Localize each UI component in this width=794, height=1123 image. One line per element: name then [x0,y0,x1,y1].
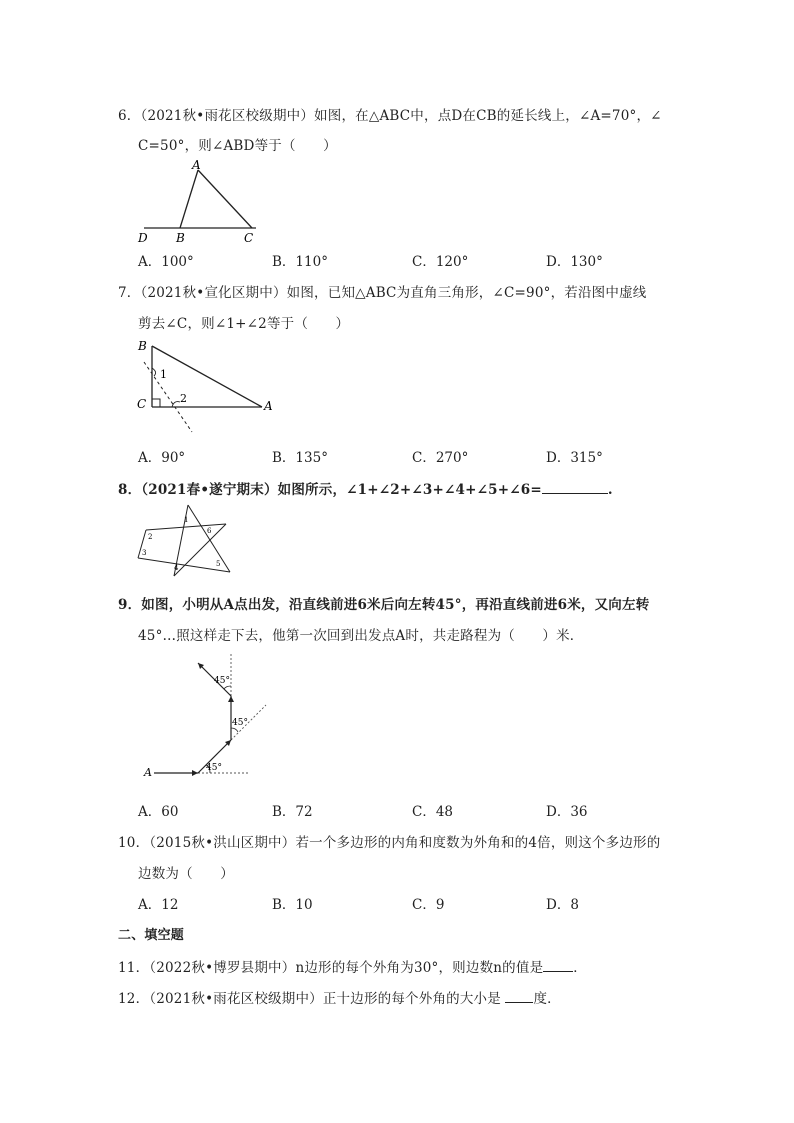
q12-stem-text: 12．（2021秋•雨花区校级期中）正十边形的每个外角的大小是 [118,991,506,1007]
q8-stem-end: . [607,482,613,498]
q8-label-4: 4 [174,564,179,572]
q7-label-A: A [264,399,273,413]
q6-stem-line1: 6．（2021秋•雨花区校级期中）如图，在△ABC中，点D在CB的延长线上，∠A=70°，∠ [118,108,662,124]
q9-label-angle2: 45° [232,718,248,728]
q6-option-b: B．110° [272,254,328,270]
q6-label-D: D [138,231,148,245]
q7-option-b: B．135° [272,450,328,466]
q12-answer-blank [505,990,533,1003]
q6-option-c: C．120° [412,254,469,270]
q9-label-angle1: 45° [206,763,222,773]
q11-answer-blank [543,959,573,972]
q6-label-C: C [244,231,254,245]
q8-answer-blank [542,481,608,494]
q8-label-6: 6 [207,527,212,535]
q9-label-angle3: 45° [214,676,230,686]
q6-option-d: D．130° [546,254,603,270]
q8-stem-line1 [118,478,613,498]
q8-label-5: 5 [216,560,221,568]
q9-option-c: C．48 [412,804,454,820]
q6-label-B: B [176,231,185,245]
q6-option-a: A．100° [138,254,194,270]
q6-figure [132,156,272,246]
q9-stem-line1: 9．如图，小明从A点出发，沿直线前进6米后向左转45°，再沿直线前进6米，又向左转 [118,597,650,613]
q7-label-B: B [138,339,147,353]
q7-figure [132,336,282,436]
q11-stem-end: ． [573,960,587,976]
q7-option-c: C．270° [412,450,469,466]
q7-label-angle1: 1 [160,368,167,381]
q7-option-a: A．90° [138,450,186,466]
q9-label-A: A [144,766,152,779]
q8-stem-text: 8．（2021春•遂宁期末）如图所示，∠1+∠2+∠3+∠4+∠5+∠6= [118,482,542,498]
q11-stem-line1 [118,956,587,976]
q10-option-b: B．10 [272,897,313,913]
q7-stem-line1: 7．（2021秋•宣化区期中）如图，已知△ABC为直角三角形，∠C=90°，若沿图中虚线 [118,285,647,301]
q10-option-c: C．9 [412,897,445,913]
section-heading-fill-in: 二、填空题 [118,928,185,943]
q12-stem-end: 度． [533,991,561,1007]
q6-stem-line2: C=50°，则∠ABD等于（ ） [138,138,337,154]
q7-label-angle2: 2 [180,392,187,405]
q10-option-d: D．8 [546,897,579,913]
q6-label-A: A [192,158,201,172]
q8-label-1: 1 [184,516,189,524]
q10-stem-line1: 10．（2015秋•洪山区期中）若一个多边形的内角和度数为外角和的4倍，则这个多边形的 [118,835,661,851]
q7-stem-line2: 剪去∠C，则∠1+∠2等于（ ） [138,316,350,332]
q12-stem-line1 [118,987,561,1007]
q8-label-2: 2 [148,533,153,541]
q8-label-3: 3 [142,549,147,557]
q9-option-a: A．60 [138,804,179,820]
q10-stem-line2: 边数为（ ） [138,866,234,882]
q9-stem-line2: 45°…照这样走下去，他第一次回到出发点A时，共走路程为（ ）米． [138,628,584,644]
q7-option-d: D．315° [546,450,603,466]
q11-stem-text: 11．（2022秋•博罗县期中）n边形的每个外角为30°，则边数n的值是 [118,960,544,976]
q9-option-b: B．72 [272,804,313,820]
q7-label-C: C [137,397,147,411]
q9-option-d: D．36 [546,804,588,820]
q10-option-a: A．12 [138,897,179,913]
q8-figure [130,500,240,580]
q9-figure [140,652,280,782]
